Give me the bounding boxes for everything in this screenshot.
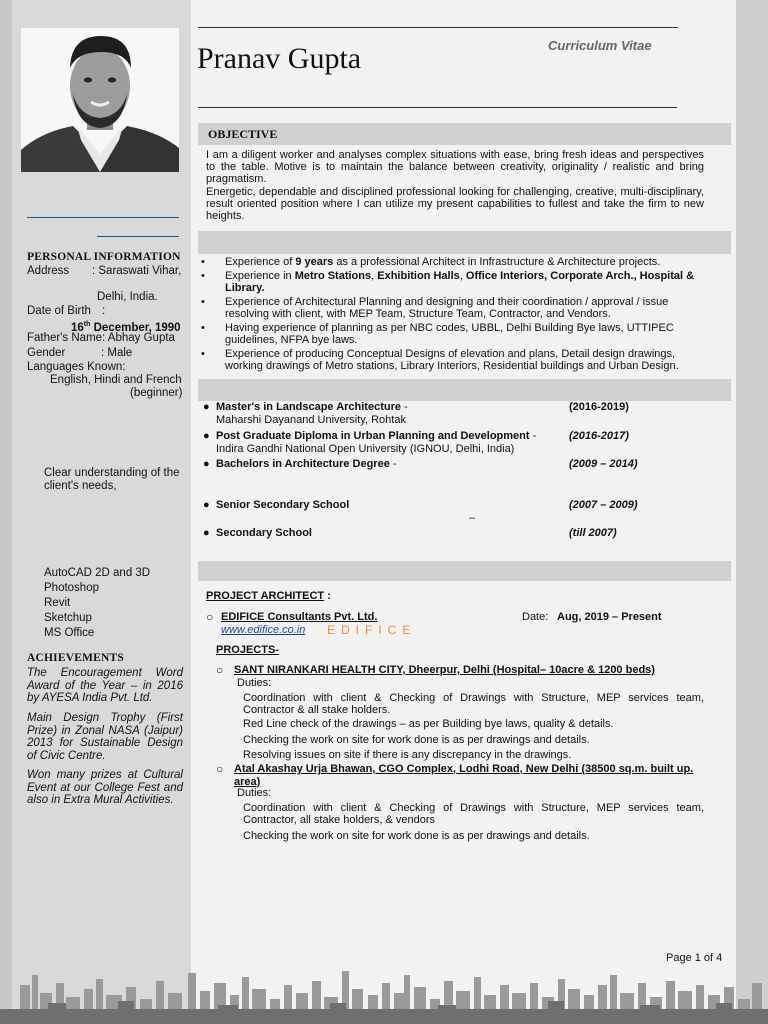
sidebar-blue-rule: [97, 236, 179, 237]
bullet-dot: ●: [203, 499, 210, 511]
address-line2: Delhi, India.: [97, 291, 158, 303]
summary-bold: 9 years: [295, 256, 334, 268]
bullet-dot: •: [201, 270, 205, 282]
project-title: SANT NIRANKARI HEALTH CITY, Dheerpur, Delhi (Hospital– 10acre & 1200 beds): [234, 664, 655, 676]
duty-item: Checking the work on site for work done is as per drawings and details.: [243, 734, 590, 746]
header-top-rule: [198, 27, 678, 28]
duties-label: Duties:: [237, 677, 272, 689]
strength-line2: client's needs,: [44, 480, 117, 492]
gender-label: Gender: [27, 347, 66, 359]
summary-bullet: [201, 348, 705, 373]
personal-info-heading: PERSONAL INFORMATION: [27, 251, 181, 263]
city-skyline-graphic: [0, 965, 768, 1024]
objective-band: [198, 123, 731, 145]
document-type: Curriculum Vitae: [548, 38, 652, 53]
achievement-item: Won many prizes at Cultural Event at our College Fest and also in Extra Mural Activities.: [27, 769, 183, 806]
summary-text: Having experience of planning as per NBC codes, UBBL, Delhi Building Bye laws, UTTIPEC guidelines, NFPA bye laws.: [225, 322, 674, 347]
education-suffix: -: [389, 458, 397, 470]
bullet-dot: •: [201, 296, 205, 308]
education-date: (2007 – 2009): [569, 499, 638, 511]
projects-heading: PROJECTS-: [216, 644, 279, 656]
dob-suffix: th: [83, 321, 91, 328]
sidebar-blue-rule: [27, 217, 179, 218]
project-bullet: ○: [216, 762, 224, 776]
date-value: Aug, 2019 – Present: [557, 611, 662, 623]
experience-band: [198, 561, 731, 581]
languages-label: Languages Known:: [27, 361, 126, 373]
right-margin-strip: [736, 0, 768, 1024]
education-date: (2016-2017): [569, 430, 629, 442]
summary-bold: Metro Stations: [294, 270, 372, 282]
header-bottom-rule: [198, 107, 677, 108]
dob-label: Date of Birth: [27, 305, 91, 317]
duty-item: Coordination with client & Checking of Drawings with Structure, MEP services team, Contractor, all stake holders, & vendors: [243, 802, 704, 827]
project-bullet: ○: [216, 663, 224, 677]
summary-text: Experience in: [225, 270, 295, 282]
bullet-dot: •: [201, 256, 205, 268]
education-title: Bachelors in Architecture Degree: [216, 458, 390, 470]
education-title: Senior Secondary School: [216, 499, 350, 511]
education-title: Post Graduate Diploma in Urban Planning and Development: [216, 430, 530, 442]
duty-item: Red Line check of the drawings – as per Building bye laws, quality & details.: [243, 718, 614, 730]
dob-rest: December, 1990: [90, 321, 181, 334]
role-title-colon: :: [324, 590, 331, 602]
skills-list: [44, 566, 150, 641]
edifice-logo: EDIFICE: [327, 623, 417, 637]
skill-item: AutoCAD 2D and 3D: [44, 567, 151, 579]
education-title: Secondary School: [216, 527, 312, 539]
dob-day: 16: [71, 321, 84, 334]
profile-photo: [21, 28, 179, 172]
skill-item: Sketchup: [44, 612, 92, 624]
father-name: Father's Name: Abhay Gupta: [27, 332, 175, 344]
strength-line1: Clear understanding of the: [44, 467, 180, 479]
languages-line2: (beginner): [130, 387, 183, 399]
summary-text: Experience of Architectural Planning and designing and their coordination / approval / issue resolving with client, with MEP Team, Structure Team, Contractor, and Vendors.: [225, 296, 669, 321]
objective-paragraph-2: Energetic, dependable and disciplined professional looking for challenging, creative, multi-disciplinary, result oriented position where I can utilize my present capabilities to fullest and take the firm to new heights.: [206, 186, 704, 223]
objective-heading: OBJECTIVE: [208, 127, 278, 141]
project-title: Atal Akashay Urja Bhawan, CGO Complex, Lodhi Road, New Delhi (38500 sq.m. built up. area): [234, 763, 694, 788]
education-suffix: -: [401, 401, 408, 413]
education-date: (2009 – 2014): [569, 458, 638, 470]
dob-colon: :: [102, 305, 106, 317]
summary-bullet: [201, 296, 705, 321]
summary-bold: Exhibition Halls: [377, 270, 460, 282]
summary-band: [198, 231, 731, 254]
bullet-dot: •: [201, 348, 205, 360]
role-title-text: PROJECT ARCHITECT: [206, 590, 325, 602]
bullet-dot: •: [201, 322, 205, 334]
bullet-dot: ●: [203, 401, 210, 413]
summary-bullet: [201, 322, 705, 347]
address-line1: : Saraswati Vihar,: [92, 265, 182, 277]
education-suffix: -: [529, 430, 537, 442]
duties-label: Duties:: [237, 787, 272, 799]
summary-text: Experience of producing Conceptual Designs of elevation and plans, Detail design drawings, working drawings of Metro stations, Library Interiors, Residential buildings and Urban Design.: [225, 348, 679, 373]
bullet-dot: ●: [203, 458, 210, 470]
address-label: Address: [27, 265, 70, 277]
bullet-dot: ●: [203, 430, 210, 442]
summary-bullet: [201, 256, 705, 268]
summary-text: ,: [371, 270, 378, 282]
education-institution: Indira Gandhi National Open University (IGNOU, Delhi, India): [216, 442, 515, 455]
duty-item: Resolving issues on site if there is any discrepancy in the drawings.: [243, 749, 572, 761]
objective-paragraph-1: I am a diligent worker and analyses complex situations with ease, bring fresh ideas and perspectives to the table. Motive is to maintain the balance between creativity, originality / realistic and bring pragmatism.: [206, 149, 704, 186]
skill-item: MS Office: [44, 627, 95, 639]
achievement-item: Main Design Trophy (First Prize) in Zonal NASA (Jaipur) 2013 for Sustainable Design of Civic Centre.: [27, 712, 183, 762]
bullet-dot: ●: [203, 527, 210, 539]
role-title: [206, 590, 331, 603]
education-dash: –: [469, 512, 476, 524]
gender-value: : Male: [101, 347, 133, 359]
education-date: (till 2007): [569, 527, 617, 539]
duty-item: Checking the work on site for work done is as per drawings and details.: [243, 830, 590, 842]
achievements-heading: ACHIEVEMENTS: [27, 652, 124, 664]
page-number: Page 1 of 4: [666, 952, 723, 964]
summary-bold: Office Interiors, Corporate Arch., Hospital & Library.: [225, 270, 695, 295]
education-institution: Maharshi Dayanand University, Rohtak: [216, 413, 406, 426]
languages-line1: English, Hindi and French: [50, 374, 182, 386]
left-margin-strip: [0, 0, 12, 1024]
education-title: Master's in Landscape Architecture: [216, 401, 401, 413]
summary-text: Experience of: [225, 256, 296, 268]
skill-item: Revit: [44, 597, 71, 609]
education-date: (2016-2019): [569, 401, 629, 413]
company-bullet: ○: [206, 610, 214, 624]
candidate-name: Pranav Gupta: [197, 42, 362, 75]
date-label: Date:: [522, 611, 549, 623]
duty-item: Coordination with client & Checking of Drawings with Structure, MEP services team, Contractor & all stake holders.: [243, 692, 704, 717]
skill-item: Photoshop: [44, 582, 99, 594]
company-name: EDIFICE Consultants Pvt. Ltd.: [221, 611, 378, 623]
company-website-link[interactable]: www.edifice.co.in: [221, 624, 306, 636]
achievement-item: The Encouragement Word Award of the Year – in 2016 by AYESA India Pvt. Ltd.: [27, 667, 183, 704]
summary-bullet: [201, 270, 705, 295]
summary-text: ,: [459, 270, 466, 282]
education-band: [198, 379, 731, 401]
summary-text: as a professional Architect in Infrastructure & Architecture projects.: [333, 256, 661, 268]
